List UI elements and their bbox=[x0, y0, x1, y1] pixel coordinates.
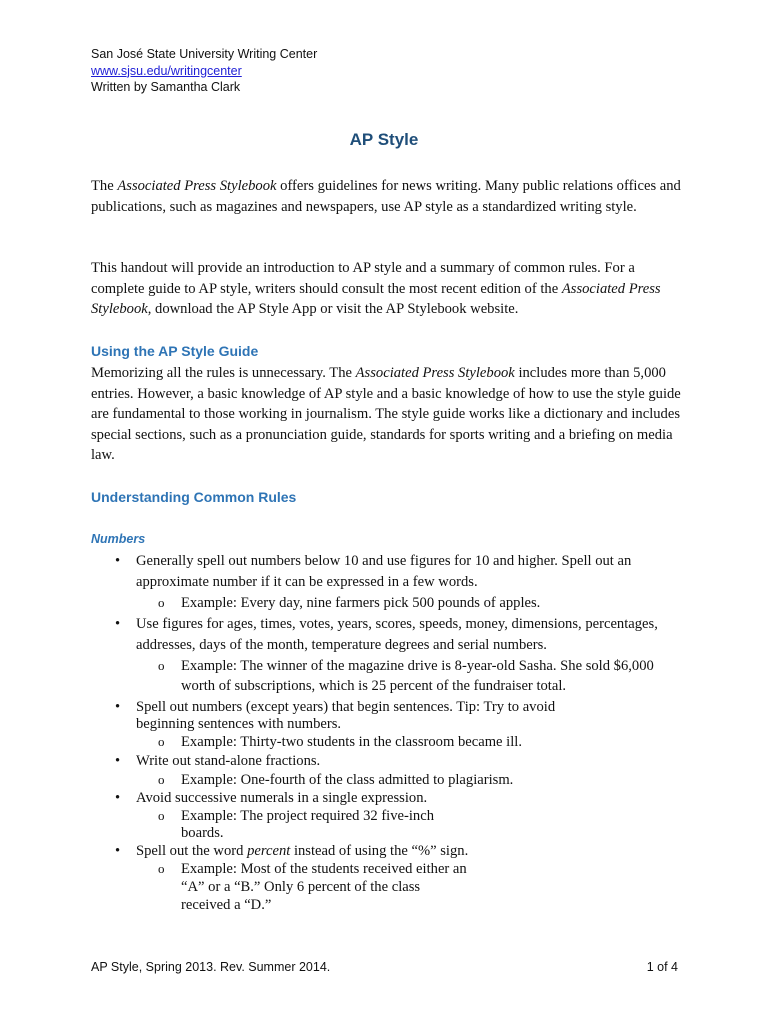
section-heading-common-rules: Understanding Common Rules bbox=[91, 489, 297, 505]
rule-6-text-a: Spell out the word bbox=[136, 843, 248, 859]
intro-p1-text-c: offers guidelines for news writing. Many public relations offices and publications, such as magazines and newspapers, use AP style as a standardized writing style. bbox=[91, 178, 681, 215]
bullet-icon: • bbox=[115, 553, 121, 569]
section-using-guide-paragraph bbox=[91, 363, 681, 466]
rule-2-line-2: addresses, days of the month, temperature degrees and serial numbers. bbox=[136, 637, 547, 653]
bullet-icon: • bbox=[115, 843, 121, 859]
organization-name: San José State University Writing Center bbox=[91, 47, 318, 61]
rule-1-example: Example: Every day, nine farmers pick 500 pounds of apples. bbox=[181, 595, 541, 611]
rule-3-line-1: Spell out numbers (except years) that begin sentences. Tip: Try to avoid bbox=[136, 699, 556, 715]
bullet-icon: • bbox=[115, 616, 121, 632]
rule-4-line-1: Write out stand-alone fractions. bbox=[136, 753, 321, 769]
rule-6-example-line-1: Example: Most of the students received either an bbox=[181, 861, 467, 877]
document-header bbox=[91, 46, 317, 96]
page-number: 1 of 4 bbox=[646, 960, 678, 974]
subheading-numbers: Numbers bbox=[91, 532, 146, 546]
sub-bullet-icon: o bbox=[158, 734, 165, 749]
sub-bullet-icon: o bbox=[158, 772, 165, 787]
intro-paragraph-1 bbox=[91, 176, 681, 217]
intro-p2-text-a: This handout will provide an introduction to AP style and a summary of common rules. For a complete guide to AP style, writers should consult the most recent edition of the bbox=[91, 260, 635, 297]
rule-2-line-1: Use figures for ages, times, votes, years, scores, speeds, money, dimensions, percentages, bbox=[136, 616, 658, 632]
rule-6-text-c: instead of using the “%” sign. bbox=[290, 843, 469, 859]
section1-title: Associated Press Stylebook bbox=[355, 365, 515, 381]
sub-bullet-icon: o bbox=[158, 595, 165, 610]
bullet-icon: • bbox=[115, 753, 121, 769]
intro-paragraph-2 bbox=[91, 258, 681, 320]
intro-p1-title: Associated Press Stylebook bbox=[117, 178, 277, 194]
rule-1-line-1: Generally spell out numbers below 10 and use figures for 10 and higher. Spell out an bbox=[136, 553, 632, 569]
author-line: Written by Samantha Clark bbox=[91, 80, 241, 94]
bullet-icon: • bbox=[115, 699, 121, 715]
rule-1-line-2: approximate number if it can be expressed in a few words. bbox=[136, 574, 478, 590]
sub-bullet-icon: o bbox=[158, 808, 165, 823]
page-title: AP Style bbox=[349, 130, 419, 149]
rule-5-example-line-2: boards. bbox=[181, 825, 224, 841]
rule-2-example-line-1: Example: The winner of the magazine drive is 8-year-old Sasha. She sold $6,000 bbox=[181, 658, 654, 674]
section1-text-a: Memorizing all the rules is unnecessary. The bbox=[91, 365, 356, 381]
intro-p2-title: Associated Press Stylebook bbox=[91, 280, 661, 318]
website-link[interactable]: www.sjsu.edu/writingcenter bbox=[91, 63, 242, 78]
rule-6-example-line-3: received a “D.” bbox=[181, 897, 272, 913]
intro-p1-text-a: The bbox=[91, 178, 118, 194]
bullet-icon: • bbox=[115, 790, 121, 806]
rule-4-example: Example: One-fourth of the class admitted to plagiarism. bbox=[181, 772, 514, 788]
sub-bullet-icon: o bbox=[158, 861, 165, 876]
footer-left: AP Style, Spring 2013. Rev. Summer 2014. bbox=[91, 960, 331, 974]
section1-text-c: includes more than 5,000 entries. However, a basic knowledge of AP style and a basic knowledge of how to use the style guide are fundamental to those working in journalism. The style guide works like a dictionary and includes special sections, such as a pronunciation guide, standards for sports writing and a briefing on media law. bbox=[91, 365, 681, 464]
rule-5-example-line-1: Example: The project required 32 five-inch bbox=[181, 808, 434, 824]
rule-6-italic-word: percent bbox=[247, 843, 291, 859]
intro-p2-text-c: , download the AP Style App or visit the AP Stylebook website. bbox=[147, 301, 519, 318]
section-heading-using-guide: Using the AP Style Guide bbox=[91, 343, 259, 359]
rule-3-line-2: beginning sentences with numbers. bbox=[136, 716, 342, 732]
rule-2-example-line-2: worth of subscriptions, which is 25 percent of the fundraiser total. bbox=[181, 678, 567, 694]
rule-6-example-line-2: “A” or a “B.” Only 6 percent of the class bbox=[181, 879, 421, 895]
sub-bullet-icon: o bbox=[158, 658, 165, 673]
rule-3-example: Example: Thirty-two students in the classroom became ill. bbox=[181, 734, 522, 750]
rule-5-line-1: Avoid successive numerals in a single expression. bbox=[136, 790, 428, 806]
